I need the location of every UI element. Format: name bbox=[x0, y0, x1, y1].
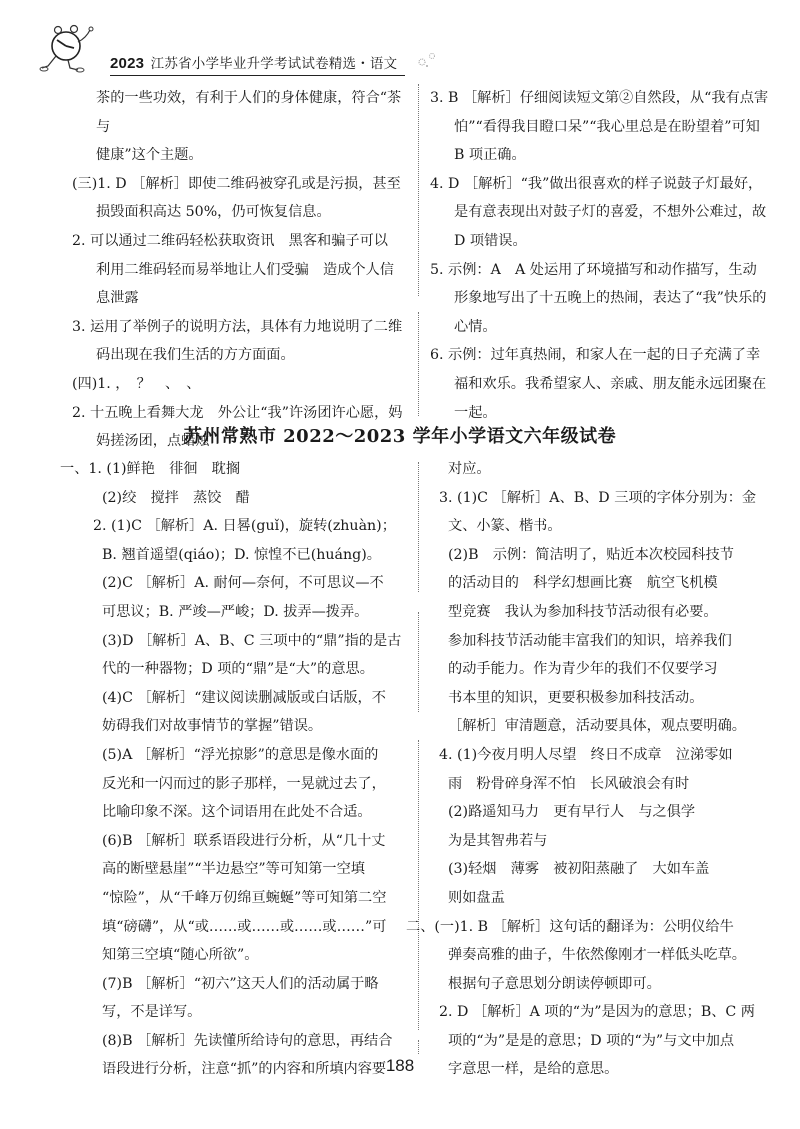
answer-line: 健康”这个主题。 bbox=[96, 147, 203, 164]
answer-line: 语段进行分析，注意“抓”的内容和所填内容要 bbox=[102, 1061, 387, 1078]
answer-line: 项的“为”是是的意思；D 项的“为”与文中加点 bbox=[448, 1032, 735, 1049]
answer-line: 3. B ［解析］仔细阅读短文第②自然段，从“我有点害 bbox=[430, 90, 769, 106]
answer-line: B. 翘首遥望(qiáo)；D. 惊惶不已(huáng)。 bbox=[102, 546, 381, 563]
answer-line: (2)C ［解析］A. 耐何—奈何，不可思议—不 bbox=[102, 575, 384, 592]
answer-line: (2)绞 搅拌 蒸饺 醋 bbox=[102, 489, 250, 506]
answer-line: 是有意表现出对鼓子灯的喜爱，不想外公难过，故 bbox=[454, 204, 767, 221]
running-clock-icon bbox=[38, 22, 108, 76]
answer-line: 妨碍我们对故事情节的掌握”错误。 bbox=[102, 718, 323, 735]
answer-line: 2. 可以通过二维码轻松获取资讯 黑客和骗子可以 bbox=[72, 232, 388, 249]
answer-column-bottom-left bbox=[60, 455, 415, 1084]
answer-line: 雨 粉骨碎身浑不怕 长风破浪会有时 bbox=[448, 775, 690, 792]
answer-line: 对应。 bbox=[448, 461, 491, 477]
answer-line: 形象地写出了十五晚上的热闹，表达了“我”快乐的 bbox=[454, 290, 767, 307]
answer-line: 参加科技节活动能丰富我们的知识，培养我们 bbox=[448, 632, 732, 649]
answer-line: (8)B ［解析］先读懂所给诗句的意思，再结合 bbox=[102, 1032, 393, 1049]
page-number: 188 bbox=[385, 1056, 415, 1075]
book-year: 2023 bbox=[110, 55, 145, 72]
answer-line: B 项正确。 bbox=[454, 147, 526, 164]
answer-line: 利用二维码轻而易举地让人们受骗 造成个人信 bbox=[96, 261, 394, 278]
answer-line: ［解析］审清题意，活动要具体，观点要明确。 bbox=[448, 718, 746, 735]
answer-line: 文、小篆、楷书。 bbox=[448, 518, 562, 535]
answer-line: 6. 示例：过年真热闹，和家人在一起的日子充满了幸 bbox=[430, 347, 761, 364]
answer-column-top-left bbox=[72, 84, 412, 456]
answer-line: 4. (1)今夜月明人尽望 终日不成章 泣涕零如 bbox=[439, 746, 733, 763]
answer-line: 3. (1)C ［解析］A、B、D 三项的字体分别为：金 bbox=[439, 489, 757, 506]
answer-line: 福和欢乐。我希望家人、亲戚、朋友能永远团聚在 bbox=[454, 375, 767, 392]
answer-line: 写，不是详写。 bbox=[102, 1004, 202, 1021]
answer-line: 反光和一闪而过的影子那样，一晃就过去了， bbox=[102, 775, 386, 792]
answer-line: (3)D ［解析］A、B、C 三项中的“鼎”指的是古 bbox=[102, 632, 402, 649]
answer-line: 书本里的知识，更要积极参加科技活动。 bbox=[448, 689, 704, 706]
answer-line: D 项错误。 bbox=[454, 232, 527, 249]
column-divider bbox=[418, 84, 419, 296]
answer-line: (4)C ［解析］“建议阅读删减版或白话版，不 bbox=[102, 689, 386, 706]
answer-line: 2. (1)C ［解析］A. 日晷(guǐ)，旋转(zhuàn)； bbox=[93, 518, 396, 535]
answer-line: 一起。 bbox=[454, 404, 497, 421]
answer-column-bottom-right bbox=[406, 455, 781, 1084]
answer-line: 2. D ［解析］A 项的“为”是因为的意思；B、C 两 bbox=[439, 1004, 755, 1021]
answer-line: 知第三空填“随心所欲”。 bbox=[102, 947, 259, 964]
book-name: 江苏省小学毕业升学考试试卷精选・语文 bbox=[150, 56, 398, 72]
answer-line: 妈搓汤团，点蜡烛 bbox=[96, 433, 210, 450]
answer-line: 则如盘盂 bbox=[448, 889, 505, 906]
page-header bbox=[38, 22, 418, 78]
answer-column-top-right bbox=[430, 84, 770, 427]
answer-line: 可思议；B. 严竣—严峻；D. 拔弄—拨弄。 bbox=[102, 603, 369, 620]
sparkle-icon bbox=[416, 50, 440, 70]
answer-line: “惊险”，从“千峰万仞绵亘蜿蜒”等可知第二空 bbox=[102, 889, 387, 906]
answer-line: 3. 运用了举例子的说明方法，具体有力地说明了二维 bbox=[72, 318, 403, 335]
answer-line: 弹奏高雅的曲子，牛依然像刚才一样低头吃草。 bbox=[448, 947, 746, 964]
answer-line: (2)路遥知马力 更有早行人 与之俱学 bbox=[448, 804, 696, 821]
answer-line: 的动手能力。作为青少年的我们不仅要学习 bbox=[448, 661, 718, 678]
answer-line: 根据句子意思划分朗读停顿即可。 bbox=[448, 975, 661, 992]
answer-line: 怕”“看得我目瞪口呆”“我心里总是在盼望着”可知 bbox=[454, 118, 760, 135]
answer-line: 为是其智弗若与 bbox=[448, 832, 548, 849]
answer-line: 代的一种器物；D 项的“鼎”是“大”的意思。 bbox=[102, 661, 374, 678]
answer-line: 心情。 bbox=[454, 318, 497, 335]
answer-line: 字意思一样，是给的意思。 bbox=[448, 1061, 619, 1078]
answer-line: (四)1. ， ？ 、 、 bbox=[72, 375, 201, 392]
answer-line: 二、(一)1. B ［解析］这句话的翻译为：公明仪给牛 bbox=[406, 918, 734, 935]
answer-line: (3)轻烟 薄雾 被初阳蒸融了 大如车盖 bbox=[448, 861, 710, 878]
answer-line: 填“磅礴”，从“或……或……或……或……”可 bbox=[102, 918, 387, 935]
answer-line: (5)A ［解析］“浮光掠影”的意思是像水面的 bbox=[102, 746, 379, 763]
answer-line: (2)B 示例：简洁明了，贴近本次校园科技节 bbox=[448, 546, 734, 563]
answer-line: 一、1. (1)鲜艳 徘徊 耽搁 bbox=[60, 461, 241, 477]
answer-line: (7)B ［解析］“初六”这天人们的活动属于略 bbox=[102, 975, 379, 992]
answer-line: 的活动目的 科学幻想画比赛 航空飞机模 bbox=[448, 575, 718, 592]
answer-line: 型竞赛 我认为参加科技节活动很有必要。 bbox=[448, 603, 718, 620]
answer-line: 比喻印象不深。这个词语用在此处不合适。 bbox=[102, 804, 372, 821]
answer-line: 码出现在我们生活的方方面面。 bbox=[96, 347, 295, 364]
column-divider bbox=[418, 312, 419, 416]
exam-section-title: 苏州常熟市 2022～2023 学年小学语文六年级试卷 bbox=[183, 426, 617, 447]
answer-line: (6)B ［解析］联系语段进行分析，从“几十丈 bbox=[102, 832, 386, 849]
book-title bbox=[110, 52, 405, 76]
answer-line: 2. 十五晚上看舞大龙 外公让“我”许汤团许心愿，妈 bbox=[72, 404, 403, 421]
answer-line: (三)1. D ［解析］即使二维码被穿孔或是污损，甚至 bbox=[72, 175, 401, 192]
answer-line: 4. D ［解析］“我”做出很喜欢的样子说鼓子灯最好， bbox=[430, 175, 763, 192]
answer-line: 息泄露 bbox=[96, 290, 139, 307]
answer-line: 高的断壁悬崖”“半边悬空”等可知第一空填 bbox=[102, 861, 365, 878]
answer-line: 5. 示例：A A 处运用了环境描写和动作描写，生动 bbox=[430, 261, 757, 278]
answer-line: 损毁面积高达 50%，仍可恢复信息。 bbox=[96, 204, 331, 221]
answer-line: 茶的一些功效，有利于人们的身体健康，符合“茶与 bbox=[96, 90, 402, 135]
